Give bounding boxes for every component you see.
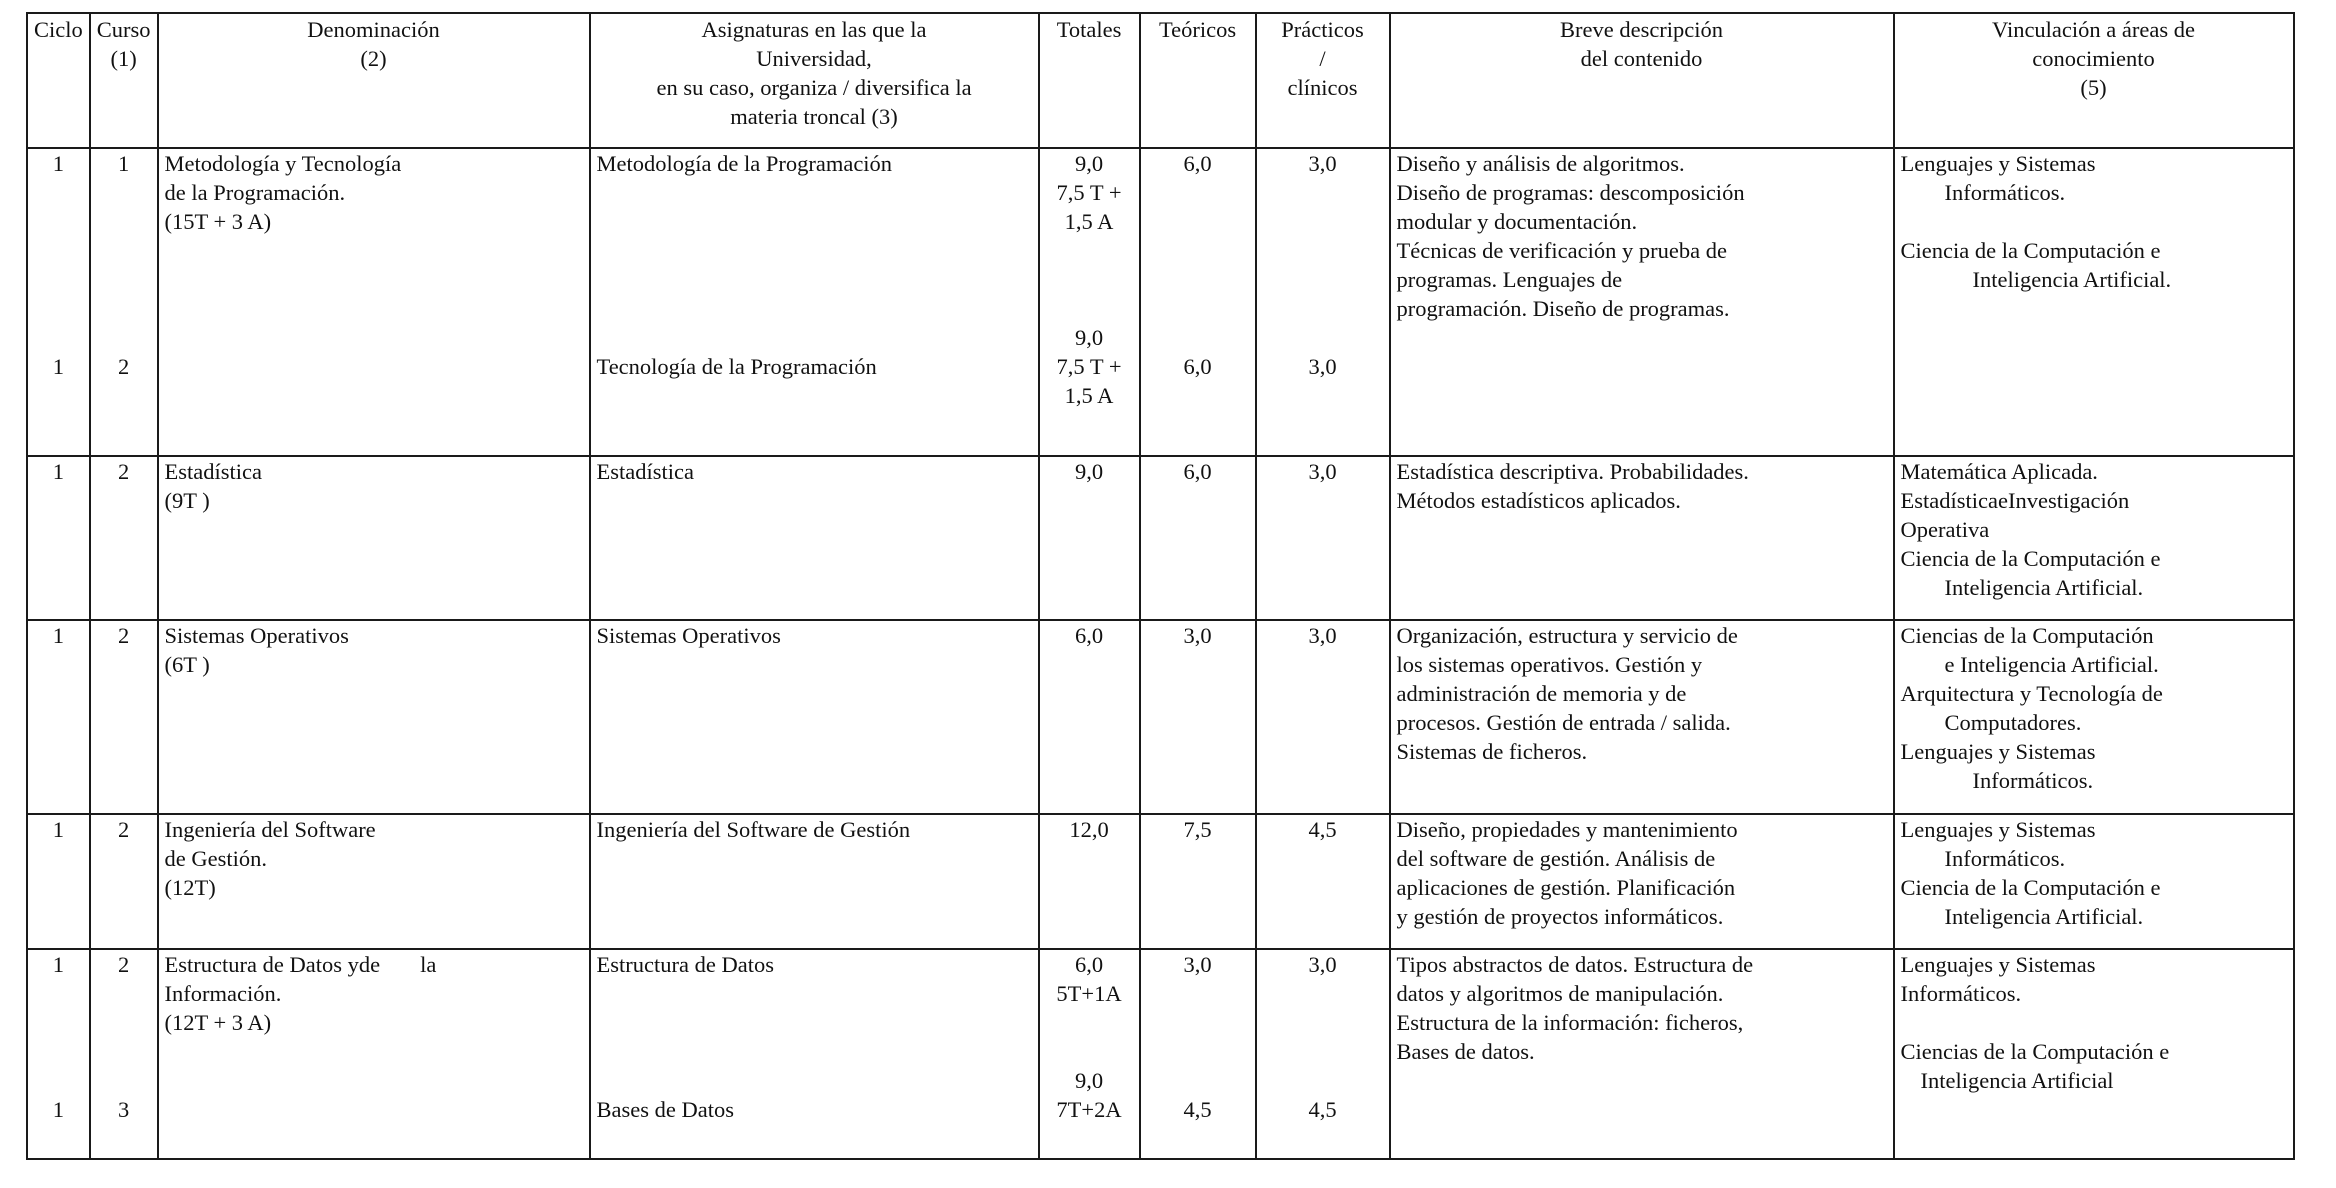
cell-descripcion: Tipos abstractos de datos. Estructura de datos y algoritmos de manipulación. Estructura de la información: ficheros, Bases de datos.: [1390, 949, 1894, 1159]
cell-teoricos: 6,0: [1140, 456, 1256, 620]
cell-teoricos: 3,0 4,5: [1140, 949, 1256, 1159]
cell-totales: 9,0 7,5 T + 1,5 A 9,0 7,5 T + 1,5 A: [1039, 148, 1140, 456]
cell-practicos: 3,0: [1256, 620, 1390, 814]
cell-vinculacion: Matemática Aplicada. EstadísticaeInvestigación Operativa Ciencia de la Computación e Inteligencia Artificial.: [1894, 456, 2294, 620]
cell-practicos: 3,0 4,5: [1256, 949, 1390, 1159]
cell-ciclo: 1 1: [27, 148, 90, 456]
cell-practicos: 3,0: [1256, 456, 1390, 620]
cell-descripcion: Estadística descriptiva. Probabilidades. Métodos estadísticos aplicados.: [1390, 456, 1894, 620]
table-row: [27, 814, 2294, 949]
cell-denominacion: Metodología y Tecnología de la Programación. (15T + 3 A): [158, 148, 590, 456]
cell-ciclo: 1 1: [27, 949, 90, 1159]
cell-denominacion: Estructura de Datos y de la Información. (12T + 3 A): [158, 949, 590, 1159]
header-vinculacion: Vinculación a áreas de conocimiento (5): [1894, 13, 2294, 148]
cell-totales: 12,0: [1039, 814, 1140, 949]
cell-vinculacion: Lenguajes y Sistemas Informáticos. Ciencia de la Computación e Inteligencia Artificial.: [1894, 814, 2294, 949]
cell-denominacion: Sistemas Operativos (6T ): [158, 620, 590, 814]
cell-ciclo: 1: [27, 814, 90, 949]
cell-vinculacion: Lenguajes y Sistemas Informáticos. Ciencias de la Computación e Inteligencia Artificial: [1894, 949, 2294, 1159]
header-teoricos: Teóricos: [1140, 13, 1256, 148]
cell-descripcion: Organización, estructura y servicio de los sistemas operativos. Gestión y administración de memoria y de procesos. Gestión de entrada / salida. Sistemas de ficheros.: [1390, 620, 1894, 814]
cell-asignaturas: Estructura de Datos Bases de Datos: [590, 949, 1039, 1159]
table-row: [27, 456, 2294, 620]
header-row: [27, 13, 2294, 148]
cell-totales: 6,0 5T+1A 9,0 7T+2A: [1039, 949, 1140, 1159]
cell-asignaturas: Estadística: [590, 456, 1039, 620]
header-denominacion: Denominación (2): [158, 13, 590, 148]
cell-descripcion: Diseño y análisis de algoritmos. Diseño de programas: descomposición modular y documentación. Técnicas de verificación y prueba de programas. Lenguajes de programación. Diseño de programas.: [1390, 148, 1894, 456]
cell-practicos: 4,5: [1256, 814, 1390, 949]
cell-vinculacion: Lenguajes y Sistemas Informáticos. Ciencia de la Computación e Inteligencia Artificial.: [1894, 148, 2294, 456]
cell-curso: 1 2: [90, 148, 158, 456]
table-row: [27, 949, 2294, 1159]
table-row: [27, 148, 2294, 456]
cell-ciclo: 1: [27, 620, 90, 814]
cell-denominacion: Ingeniería del Software de Gestión. (12T): [158, 814, 590, 949]
cell-asignaturas: Sistemas Operativos: [590, 620, 1039, 814]
cell-teoricos: 7,5: [1140, 814, 1256, 949]
header-asignaturas: Asignaturas en las que la Universidad, en su caso, organiza / diversifica la materia troncal (3): [590, 13, 1039, 148]
cell-denominacion: Estadística (9T ): [158, 456, 590, 620]
cell-curso: 2: [90, 814, 158, 949]
header-practicos: Prácticos / clínicos: [1256, 13, 1390, 148]
cell-vinculacion: Ciencias de la Computación e Inteligencia Artificial. Arquitectura y Tecnología de Computadores. Lenguajes y Sistemas Informáticos.: [1894, 620, 2294, 814]
header-totales: Totales: [1039, 13, 1140, 148]
cell-teoricos: 6,0 6,0: [1140, 148, 1256, 456]
cell-totales: 6,0: [1039, 620, 1140, 814]
table-row: [27, 620, 2294, 814]
cell-totales: 9,0: [1039, 456, 1140, 620]
curriculum-table: [26, 12, 2295, 1160]
cell-curso: 2 3: [90, 949, 158, 1159]
cell-practicos: 3,0 3,0: [1256, 148, 1390, 456]
cell-curso: 2: [90, 456, 158, 620]
cell-asignaturas: Ingeniería del Software de Gestión: [590, 814, 1039, 949]
cell-ciclo: 1: [27, 456, 90, 620]
cell-teoricos: 3,0: [1140, 620, 1256, 814]
cell-asignaturas: Metodología de la Programación Tecnología de la Programación: [590, 148, 1039, 456]
header-descripcion: Breve descripción del contenido: [1390, 13, 1894, 148]
cell-descripcion: Diseño, propiedades y mantenimiento del software de gestión. Análisis de aplicaciones de gestión. Planificación y gestión de proyectos informáticos.: [1390, 814, 1894, 949]
header-ciclo: Ciclo: [27, 13, 90, 148]
cell-curso: 2: [90, 620, 158, 814]
header-curso: Curso (1): [90, 13, 158, 148]
